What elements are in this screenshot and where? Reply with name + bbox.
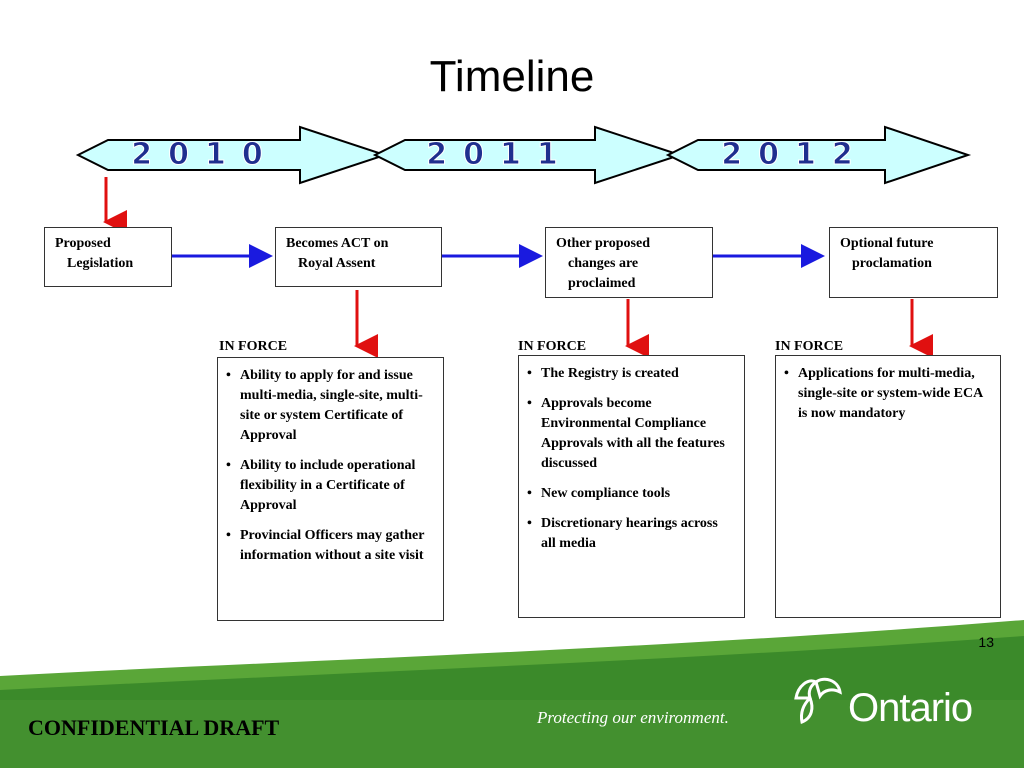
year-label-2011: 2011 xyxy=(426,137,574,172)
stage-line2: proclamation xyxy=(852,256,932,271)
bullet-item: • Approvals become Environmental Compliance Approvals with all the features discussed xyxy=(527,394,736,474)
year-label-2010: 2010 xyxy=(131,137,279,172)
bullet-item: • New compliance tools xyxy=(527,484,736,504)
stage-line1: Optional future xyxy=(840,236,934,251)
stage-box-royal-assent xyxy=(275,227,442,287)
stage-box-proposed-legislation xyxy=(44,227,172,287)
tagline: Protecting our environment. xyxy=(537,708,729,727)
trillium-logo-icon xyxy=(788,668,848,728)
in-force-label-1: IN FORCE xyxy=(219,339,288,354)
in-force-label-3: IN FORCE xyxy=(775,339,844,354)
stage-line2: changes are xyxy=(568,256,639,271)
stage-line2: Royal Assent xyxy=(298,256,376,271)
stage-line1: Proposed xyxy=(55,236,111,251)
stage-line1: Becomes ACT on xyxy=(286,236,389,251)
in-force-details-1 xyxy=(217,357,444,621)
stage-box-other-changes xyxy=(545,227,713,298)
bullet-item: • The Registry is created xyxy=(527,364,736,384)
confidential-draft-label: CONFIDENTIAL DRAFT xyxy=(28,715,280,740)
stage-box-optional-future xyxy=(829,227,998,298)
stage-line1: Other proposed xyxy=(556,236,650,251)
ontario-wordmark: Ontario xyxy=(848,686,973,730)
page-number: 13 xyxy=(978,634,994,650)
bullet-item: • Provincial Officers may gather information without a site visit xyxy=(226,526,435,566)
in-force-details-3 xyxy=(775,355,1001,618)
in-force-details-2 xyxy=(518,355,745,618)
stage-line3: proclaimed xyxy=(568,276,636,291)
bullet-item: • Discretionary hearings across all media xyxy=(527,514,736,554)
bullet-item: • Ability to apply for and issue multi-media, single-site, multi-site or system Certificate of Approval xyxy=(226,366,435,446)
bullet-item: • Applications for multi-media, single-site or system-wide ECA is now mandatory xyxy=(784,364,992,424)
bullet-item: • Ability to include operational flexibility in a Certificate of Approval xyxy=(226,456,435,516)
slide-title: Timeline xyxy=(429,52,595,101)
stage-line2: Legislation xyxy=(67,256,134,271)
in-force-label-2: IN FORCE xyxy=(518,339,587,354)
year-label-2012: 2012 xyxy=(721,137,869,172)
